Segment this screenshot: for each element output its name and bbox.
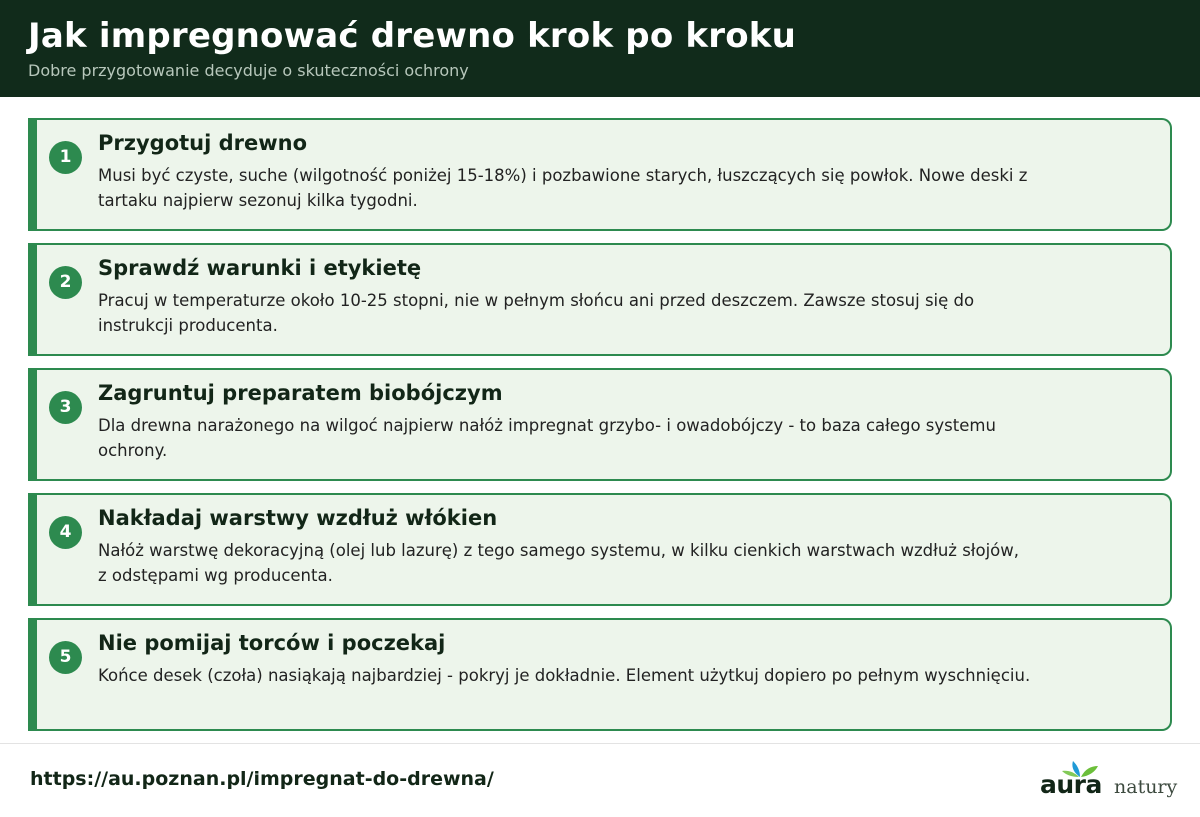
step-description-line: ochrony. <box>98 441 168 460</box>
step-card-3 <box>28 368 1172 481</box>
step-description-line: z odstępami wg producenta. <box>98 566 333 585</box>
step-card-4 <box>28 493 1172 606</box>
step-description-line: Końce desek (czoła) nasiąkają najbardziej - pokryj je dokładnie. Element użytkuj dopiero po pełnym wyschnięciu. <box>98 666 1031 685</box>
step-card-5 <box>28 618 1172 731</box>
step-title: Nakładaj warstwy wzdłuż włókien <box>98 506 498 530</box>
step-description-line: Dla drewna narażonego na wilgoć najpierw nałóż impregnat grzybo- i owadobójczy - to baza całego systemu <box>98 416 996 435</box>
step-card-1 <box>28 118 1172 231</box>
step-title: Nie pomijaj torców i poczekaj <box>98 631 446 655</box>
step-number-badge: 2 <box>49 266 82 299</box>
step-description <box>98 163 1170 213</box>
step-number-badge: 1 <box>49 141 82 174</box>
step-card-2 <box>28 243 1172 356</box>
page-header <box>0 0 1200 97</box>
page-subtitle: Dobre przygotowanie decyduje o skuteczności ochrony <box>28 61 469 80</box>
step-description-line: instrukcji producenta. <box>98 316 278 335</box>
footer-divider <box>0 743 1200 744</box>
logo-suffix: natury <box>1114 776 1178 798</box>
step-title: Zagruntuj preparatem biobójczym <box>98 381 503 405</box>
step-description <box>98 288 1170 338</box>
steps-list <box>28 118 1172 743</box>
source-link[interactable]: https://au.poznan.pl/impregnat-do-drewna/ <box>30 768 494 790</box>
page-title: Jak impregnować drewno krok po kroku <box>28 16 796 56</box>
step-number-badge: 4 <box>49 516 82 549</box>
aura-natury-logo <box>1040 760 1180 802</box>
step-description-line: Nałóż warstwę dekoracyjną (olej lub lazurę) z tego samego systemu, w kilku cienkich warstwach wzdłuż słojów, <box>98 541 1019 560</box>
step-title: Przygotuj drewno <box>98 131 308 155</box>
step-description <box>98 413 1170 463</box>
step-description-line: Musi być czyste, suche (wilgotność poniżej 15-18%) i pozbawione starych, łuszczących się powłok. Nowe deski z <box>98 166 1028 185</box>
step-title: Sprawdź warunki i etykietę <box>98 256 422 280</box>
step-description-line: Pracuj w temperaturze około 10-25 stopni, nie w pełnym słońcu ani przed deszczem. Zawsze stosuj się do <box>98 291 975 310</box>
step-number-badge: 3 <box>49 391 82 424</box>
logo-wordmark: aura <box>1040 770 1102 799</box>
step-description <box>98 663 1170 688</box>
step-number-badge: 5 <box>49 641 82 674</box>
step-description <box>98 538 1170 588</box>
step-description-line: tartaku najpierw sezonuj kilka tygodni. <box>98 191 418 210</box>
